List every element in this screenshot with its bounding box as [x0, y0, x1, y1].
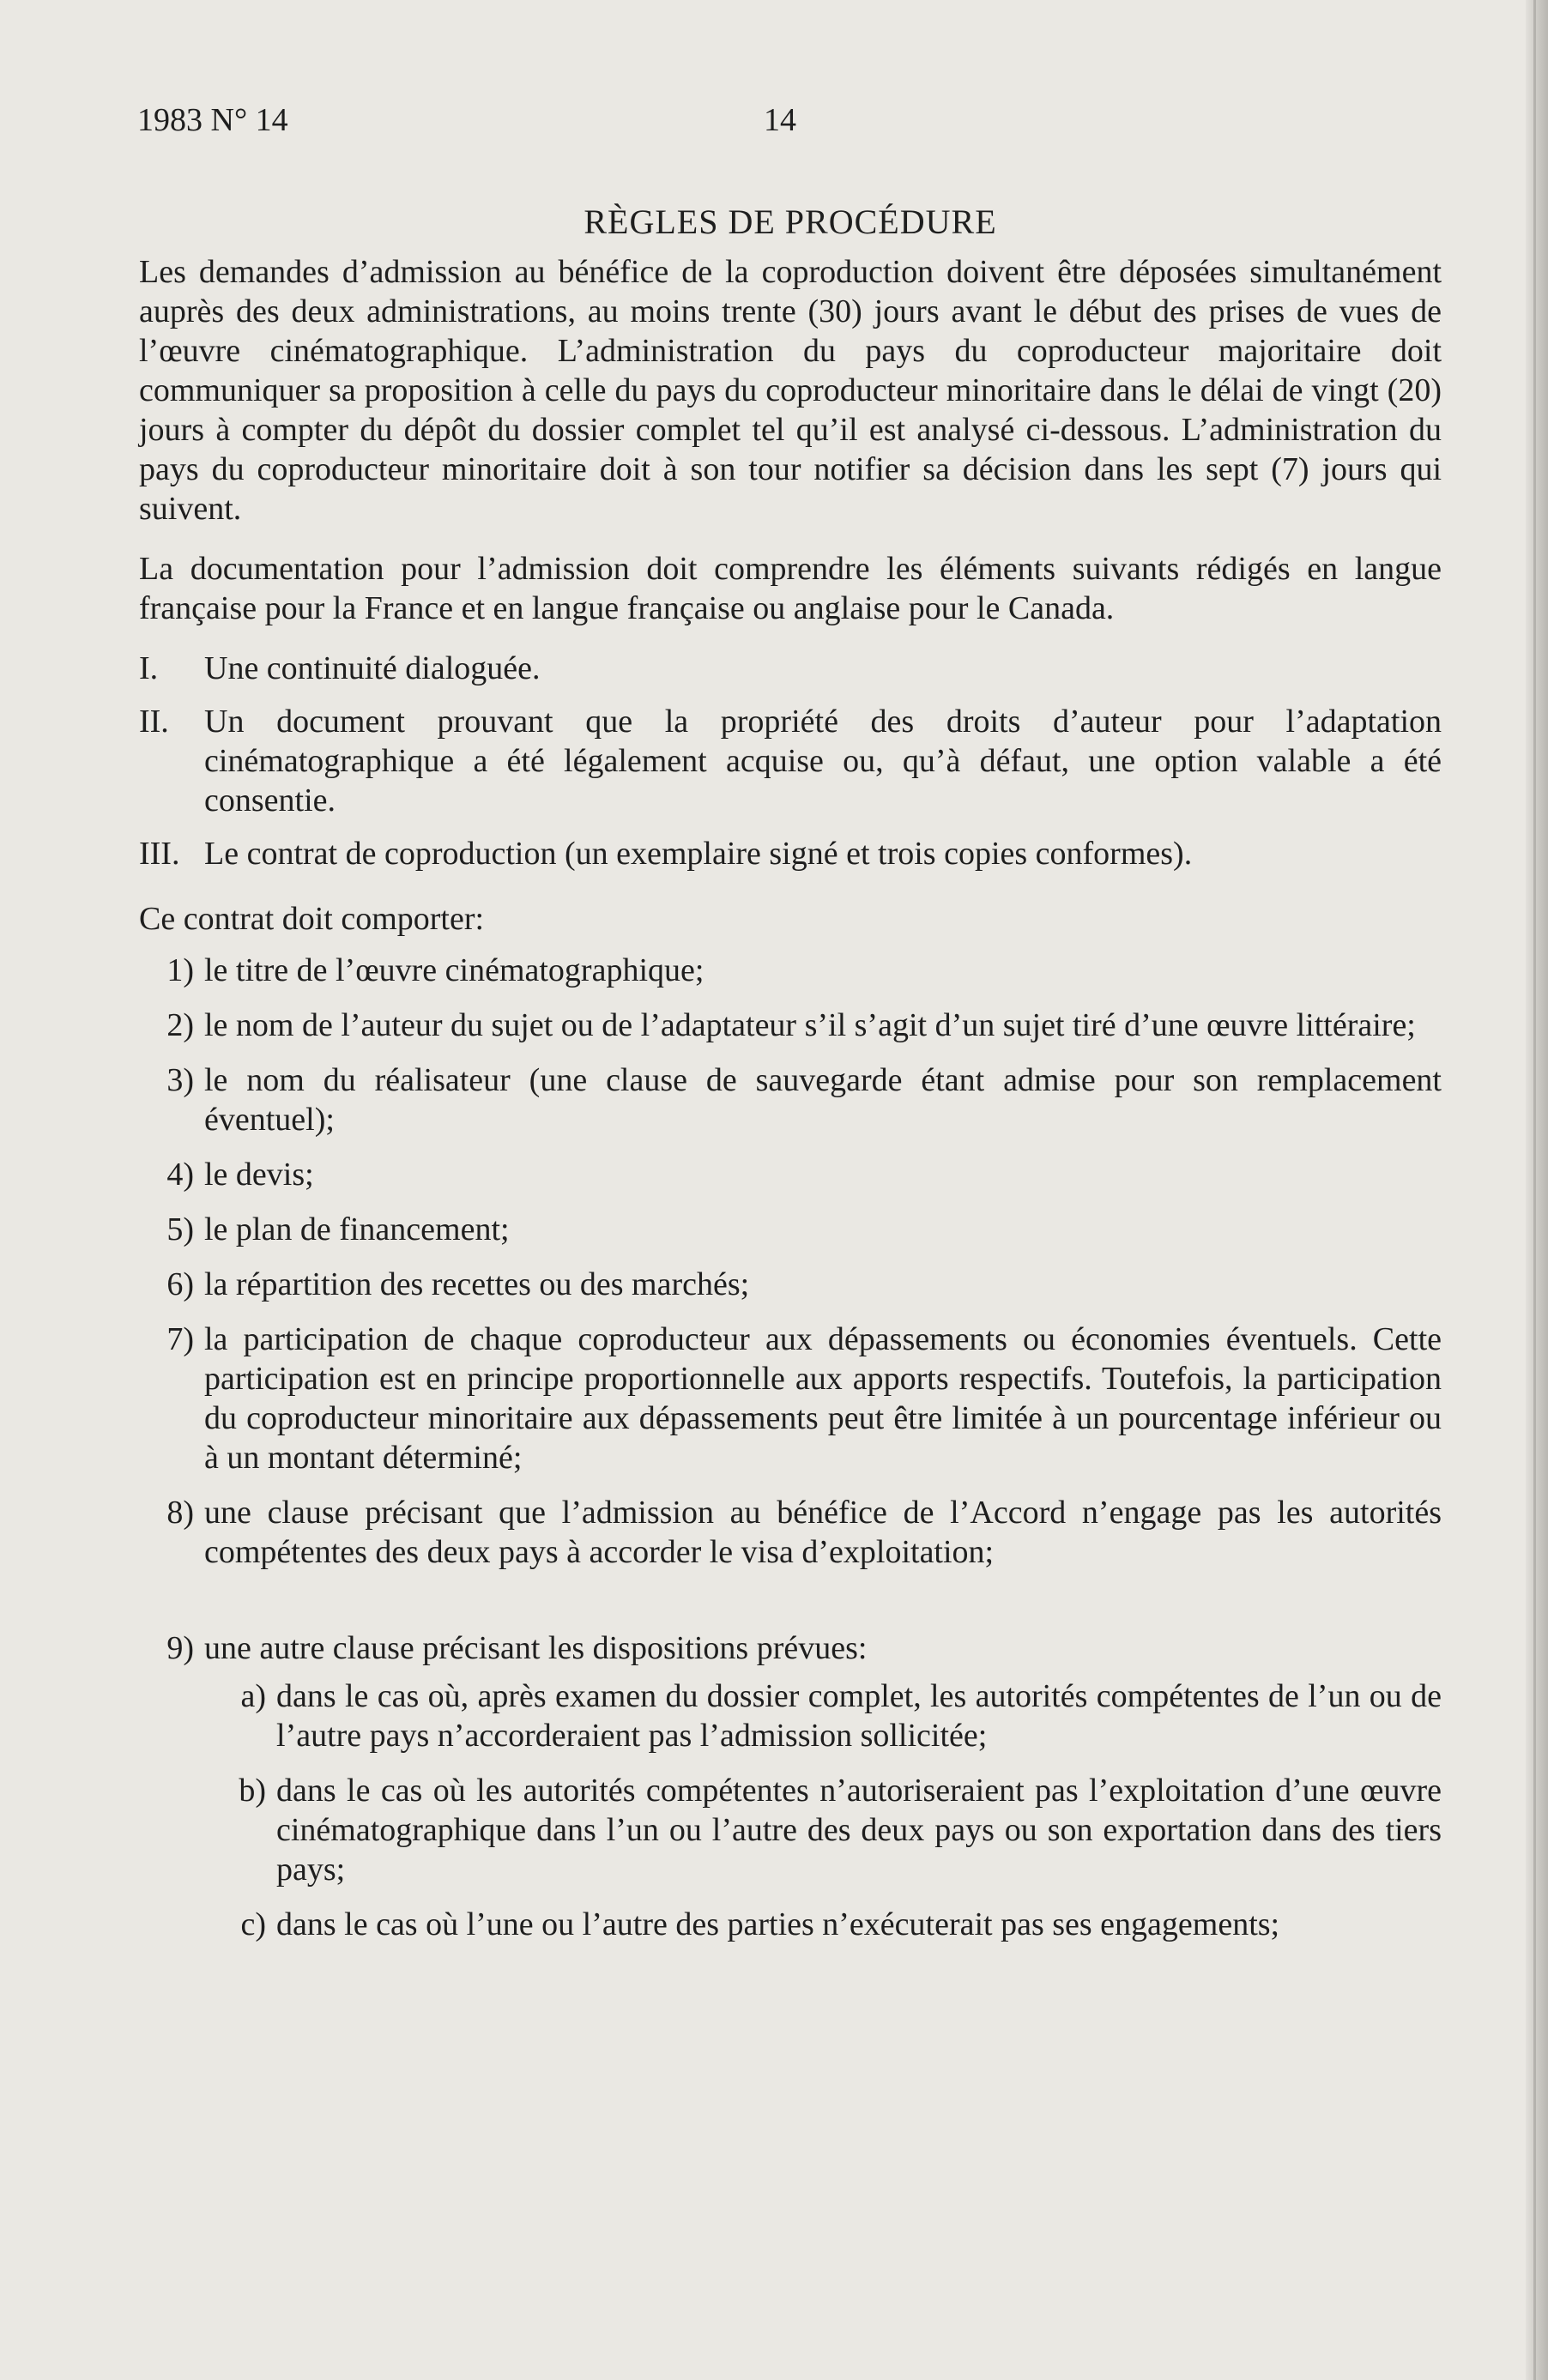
list-item-number: I. — [139, 650, 159, 686]
page-header — [137, 101, 1442, 144]
list-item-number: 7) — [166, 1321, 194, 1357]
sub-list-item — [204, 1676, 1442, 1755]
sub-list — [204, 1676, 1442, 1944]
list-item-number: 6) — [166, 1266, 194, 1302]
list-item-text: le nom du réalisateur (une clause de sauvegarde étant admise pour son remplacement éventuel); — [204, 1062, 1442, 1138]
list-item-text: la participation de chaque coproducteur aux dépassements ou économies éventuels. Cette participation est en principe proportionnelle aux apports respectifs. Toutefois, la participation du coproducteur minoritaire aux dépassements peut être limitée à un pourcentage inférieur ou à un montant déterminé; — [204, 1321, 1442, 1476]
list-item-text: Un document prouvant que la propriété des droits d’auteur pour l’adaptation cinématographique a été légalement acquise ou, qu’à défaut, une option valable a été consentie. — [204, 704, 1442, 819]
list-item-text: le nom de l’auteur du sujet ou de l’adaptateur s’il s’agit d’un sujet tiré d’une œuvre littéraire; — [204, 1007, 1416, 1043]
main-content — [139, 202, 1442, 1975]
sub-list-item-letter: b) — [239, 1773, 266, 1809]
list-item-number: 5) — [166, 1211, 194, 1247]
list-item — [139, 1210, 1442, 1249]
sub-list-item-text: dans le cas où l’une ou l’autre des parties n’exécuterait pas ses engagements; — [276, 1906, 1280, 1942]
list-item — [139, 834, 1442, 873]
list-item — [139, 951, 1442, 990]
page-edge-shadow — [1526, 0, 1548, 2380]
numbered-list — [139, 951, 1442, 1960]
list-item-text: le devis; — [204, 1157, 314, 1193]
list-item — [139, 1628, 1442, 1960]
list-item — [139, 1006, 1442, 1045]
sub-list-item-letter: a) — [240, 1678, 266, 1714]
header-page-number: 14 — [764, 102, 796, 138]
list-item — [139, 1265, 1442, 1304]
list-item-text: une clause précisant que l’admission au bénéfice de l’Accord n’engage pas les autorités compétentes des deux pays à accorder le visa d’exploitation; — [204, 1495, 1442, 1570]
list-item-number: II. — [139, 704, 169, 740]
list-item — [139, 1320, 1442, 1477]
list-item — [139, 1155, 1442, 1194]
list-item-text: le plan de financement; — [204, 1211, 510, 1247]
list-item-text: la répartition des recettes ou des marchés; — [204, 1266, 750, 1302]
list-item — [139, 1060, 1442, 1139]
list-item-number: 3) — [166, 1062, 194, 1098]
page-edge-line — [1533, 0, 1536, 2380]
contract-intro: Ce contrat doit comporter: — [139, 901, 485, 937]
sub-list-item-letter: c) — [240, 1906, 266, 1942]
list-item — [139, 702, 1442, 820]
list-item — [139, 649, 1442, 688]
list-item-number: III. — [139, 836, 180, 872]
sub-list-item — [204, 1771, 1442, 1889]
list-item-text: Une continuité dialoguée. — [204, 650, 541, 686]
list-item-text: le titre de l’œuvre cinématographique; — [204, 952, 704, 988]
list-item-number: 4) — [166, 1157, 194, 1193]
list-item-text: Le contrat de coproduction (un exemplaire signé et trois copies conformes). — [204, 836, 1193, 872]
list-item — [139, 1493, 1442, 1572]
paragraph-documentation: La documentation pour l’admission doit comprendre les éléments suivants rédigés en langue française pour la France et en langue française ou anglaise pour le Canada. — [139, 551, 1442, 626]
list-item-number: 1) — [166, 952, 194, 988]
header-year-number: 1983 N° 14 — [137, 102, 288, 138]
sub-list-item-text: dans le cas où les autorités compétentes n’autoriseraient pas l’exploitation d’une œuvre cinématographique dans l’un ou l’autre des deux pays ou son exportation dans des tiers pays; — [276, 1773, 1442, 1888]
list-item-number: 8) — [166, 1495, 194, 1531]
sub-list-item-text: dans le cas où, après examen du dossier complet, les autorités compétentes de l’un ou de l’autre pays n’accorderaient pas l’admission sollicitée; — [276, 1678, 1442, 1754]
sub-list-item — [204, 1905, 1442, 1944]
paragraph-procedure: Les demandes d’admission au bénéfice de la coproduction doivent être déposées simultanément auprès des deux administrations, au moins trente (30) jours avant le début des prises de vues de l’œuvre cinématographique. L’administration du pays du coproducteur majoritaire doit communiquer sa proposition à celle du pays du coproducteur minoritaire dans le délai de vingt (20) jours à compter du dépôt du dossier complet tel qu’il est analysé ci-dessous. L’administration du pays du coproducteur minoritaire doit à son tour notifier sa décision dans les sept (7) jours qui suivent. — [139, 254, 1442, 527]
roman-list — [139, 649, 1442, 873]
list-item-text — [204, 1628, 1442, 1960]
list-item-number: 9) — [166, 1630, 194, 1666]
list-item-number: 2) — [166, 1007, 194, 1043]
section-title: RÈGLES DE PROCÉDURE — [584, 202, 997, 241]
list-item-text-content: une autre clause précisant les dispositions prévues: — [204, 1630, 868, 1666]
